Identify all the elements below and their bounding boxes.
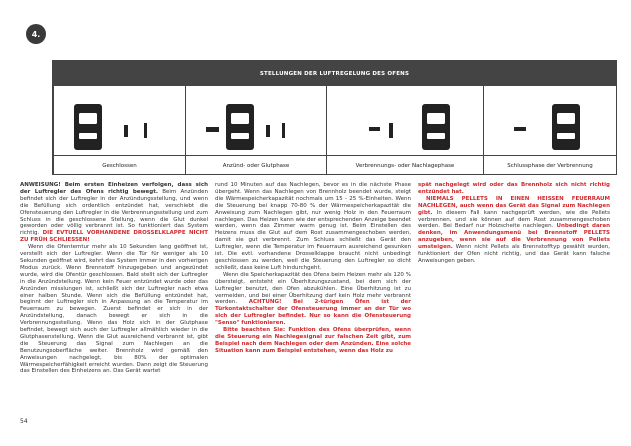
table-title: STELLUNGEN DER LUFTREGELUNG DES OFENS <box>53 61 616 86</box>
paragraph <box>418 196 610 265</box>
text-run: In diesem Fall kann nachgeprüft werden, wie die Pellets verbrennen, und sie können auf dem Rost zusammengeschoben werden. Bei Bedarf nur Holzscheite nachlegen. <box>418 209 610 230</box>
warning-text: NIEMALS PELLETS IN EINEN HEISSEN FEUERRAUM NACHLEGEN, auch wenn das Gerät das Signal zum Nachlegen gibt. <box>418 195 610 216</box>
column-closed <box>53 86 185 175</box>
stove-closed-icon <box>54 96 186 156</box>
stove-final-icon <box>484 96 617 156</box>
paragraph <box>418 182 610 196</box>
warning-text: Unbedingt daran denken, im Anwendungsmenü bei Brennstoff PELLETS anzugeben, wenn sie auf die Verbrennung von Pellets umsteigen. <box>418 223 611 251</box>
warning-text: spät nachgelegt wird oder das Brennholz sich nicht richtig entzündet hat. <box>418 182 610 195</box>
text-column-1 <box>20 182 208 375</box>
label-ignition: Anzünd- oder Glutphase <box>186 155 326 175</box>
text-run: Wenn die Speicherkapazität des Ofens beim Heizen mehr als 120 % übersteigt, entsteht ein Überhitzungszustand, bei dem sich der Luftregler benutzt, den Ofen abzukühlen. Eine Überhitzung ist zu vermeiden, und bei einer Überhitzung darf kein Holz mehr verbrannt werden. <box>215 271 411 306</box>
warning-text: ACHTUNG! Bei 2-türigen Öfen ist der Türkontaktschalter der Ofensteuerung immer an der Tür wo sich der Luftregler befindet. Nur so kann die Ofensteuerung "Senso" funktionieren. <box>215 299 411 327</box>
air-control-table <box>52 60 617 175</box>
section-number-badge: 4. <box>26 24 46 44</box>
warning-text: DIE EVTUELL VORHANDENE DROSSELKLAPPE NICHT ZU FRÜH SCHLIESSEN! <box>20 230 208 244</box>
stove-combustion-icon <box>327 96 484 156</box>
stove-ignition-icon <box>186 96 327 156</box>
text-run: Wenn nicht Pellets als Brennstofftyp gewählt wurden, funktioniert der Ofen nicht richtig, und das Gerät kann falsche Anweisungen geben. <box>418 244 610 264</box>
warning-text: Bitte beachten Sie: Funktion des Ofens überprüfen, wenn die Steuerung ein Nachlegesignal zur falschen Zeit gibt, zum Beispiel nach dem Nachlegen oder dem Anzünden. Eine solche Situation kann zum Beispiel entstehen, wenn das Holz zu <box>215 327 411 354</box>
label-final: Schlussphase der Verbrennung <box>484 155 616 175</box>
label-closed: Geschlossen <box>54 155 185 175</box>
text-column-2 <box>215 182 411 355</box>
text-column-3 <box>418 182 610 265</box>
column-final <box>483 86 616 175</box>
instruction-bold: ANWEISUNG! Beim ersten Einheizen verfolgen, dass sich der Luftregler des Ofens richtig bewegt. <box>20 182 208 195</box>
column-combustion <box>326 86 483 175</box>
paragraph <box>215 327 411 355</box>
text-run: Beim Anzünden befindet sich der Luftregler in der Anzündungsstellung, und wenn die Befüllung sich ordentlich entzündet hat, verschiebt die Ofensteuerung den Luftregler in die Verbrennungsstellung und zum Schluss in die geschlossene Stellung, wenn die Glut dunkel geworden oder völlig verbrannt ist. So funktioniert das System richtig. <box>20 188 208 237</box>
column-ignition <box>185 86 326 175</box>
paragraph: rund 10 Minuten auf das Nachlegen, bevor es in die nächste Phase übergeht. Wenn das Nachlegen von Brennholz beendet wurde, steigt die Wärmespeicherkapazität nochmals um 15 - 25 %-Einheiten. Wenn die Steuerung bei knapp 70-80 % der Wärmespeicherkapazität die Anweisung zum Nachlegen gibt, nur wenig Holz in den Feuerraum nachlegen. Das Heizen kann wie der entsprechenden Anzeige beendet werden, wenn das Zimmer warm genug ist. Beim Einstellen des Heizens muss die Glut auf dem Rost zusammengeschoben werden, damit sie gut verbrennt. Zum Schluss schließt das Gerät den Luftregler, wenn die Temperatur im Feuerraum ausreichend gesunken ist. Die evtl. vorhandene Drosselklappe braucht nicht unbedingt geschlossen zu werden, weil die Steuerung den Luftregler so dicht schließt, dass keine Luft hindurchgeht. <box>215 182 411 271</box>
page-number: 54 <box>20 418 28 425</box>
paragraph: Wenn die Ofentemtur mehr als 10 Sekunden lang geöffnet ist, verstellt sich der Luftregler. Wenn die Tür für weniger als 10 Sekunden geöffnet wird, kehrt das System immer in den vorherigen Modus zurück. Wenn Brennstoff hinzugegeben und angezündet wurde, wird die Ofentür geschlossen. Bald stellt sich der Luftregler in die Anzündstellung. Wenn kein Feuer entzündet wurde oder das Anzünden misslungen ist, schließt sich der Luftregler nach etwa einer halben Stunde. Wenn sich die Befüllung entzündet hat, beginnt der Luftregler sich in Anpassung an die Temperatur im Feuerraum zu bewegen. Zuerst befindet er sich in der Anzündstellung, danach bewegt er sich in die Verbrennungsstellung. Wenn das Holz sich in der Glutphase befindet, bewegt sich auch der Luftregler allmählich wieder in die Glutphasenstellung. Wenn die Glut ausreichend verbrannt ist, gibt die Steuerung das Signal zum Nachlegen an die Benutzungsoberfläche weiter. Brennholz wird gemäß den Anweisungen nachgelegt, bis 80% der optimalen Wärmespeicherfähigkeit erreicht wurden. Dann zeigt die Steuerung das Einstellen des Einheizens an. Das Gerät wartet <box>20 244 208 375</box>
paragraph <box>20 182 208 244</box>
label-combustion: Verbrennungs- oder Nachlagephase <box>327 155 483 175</box>
paragraph <box>215 272 411 327</box>
